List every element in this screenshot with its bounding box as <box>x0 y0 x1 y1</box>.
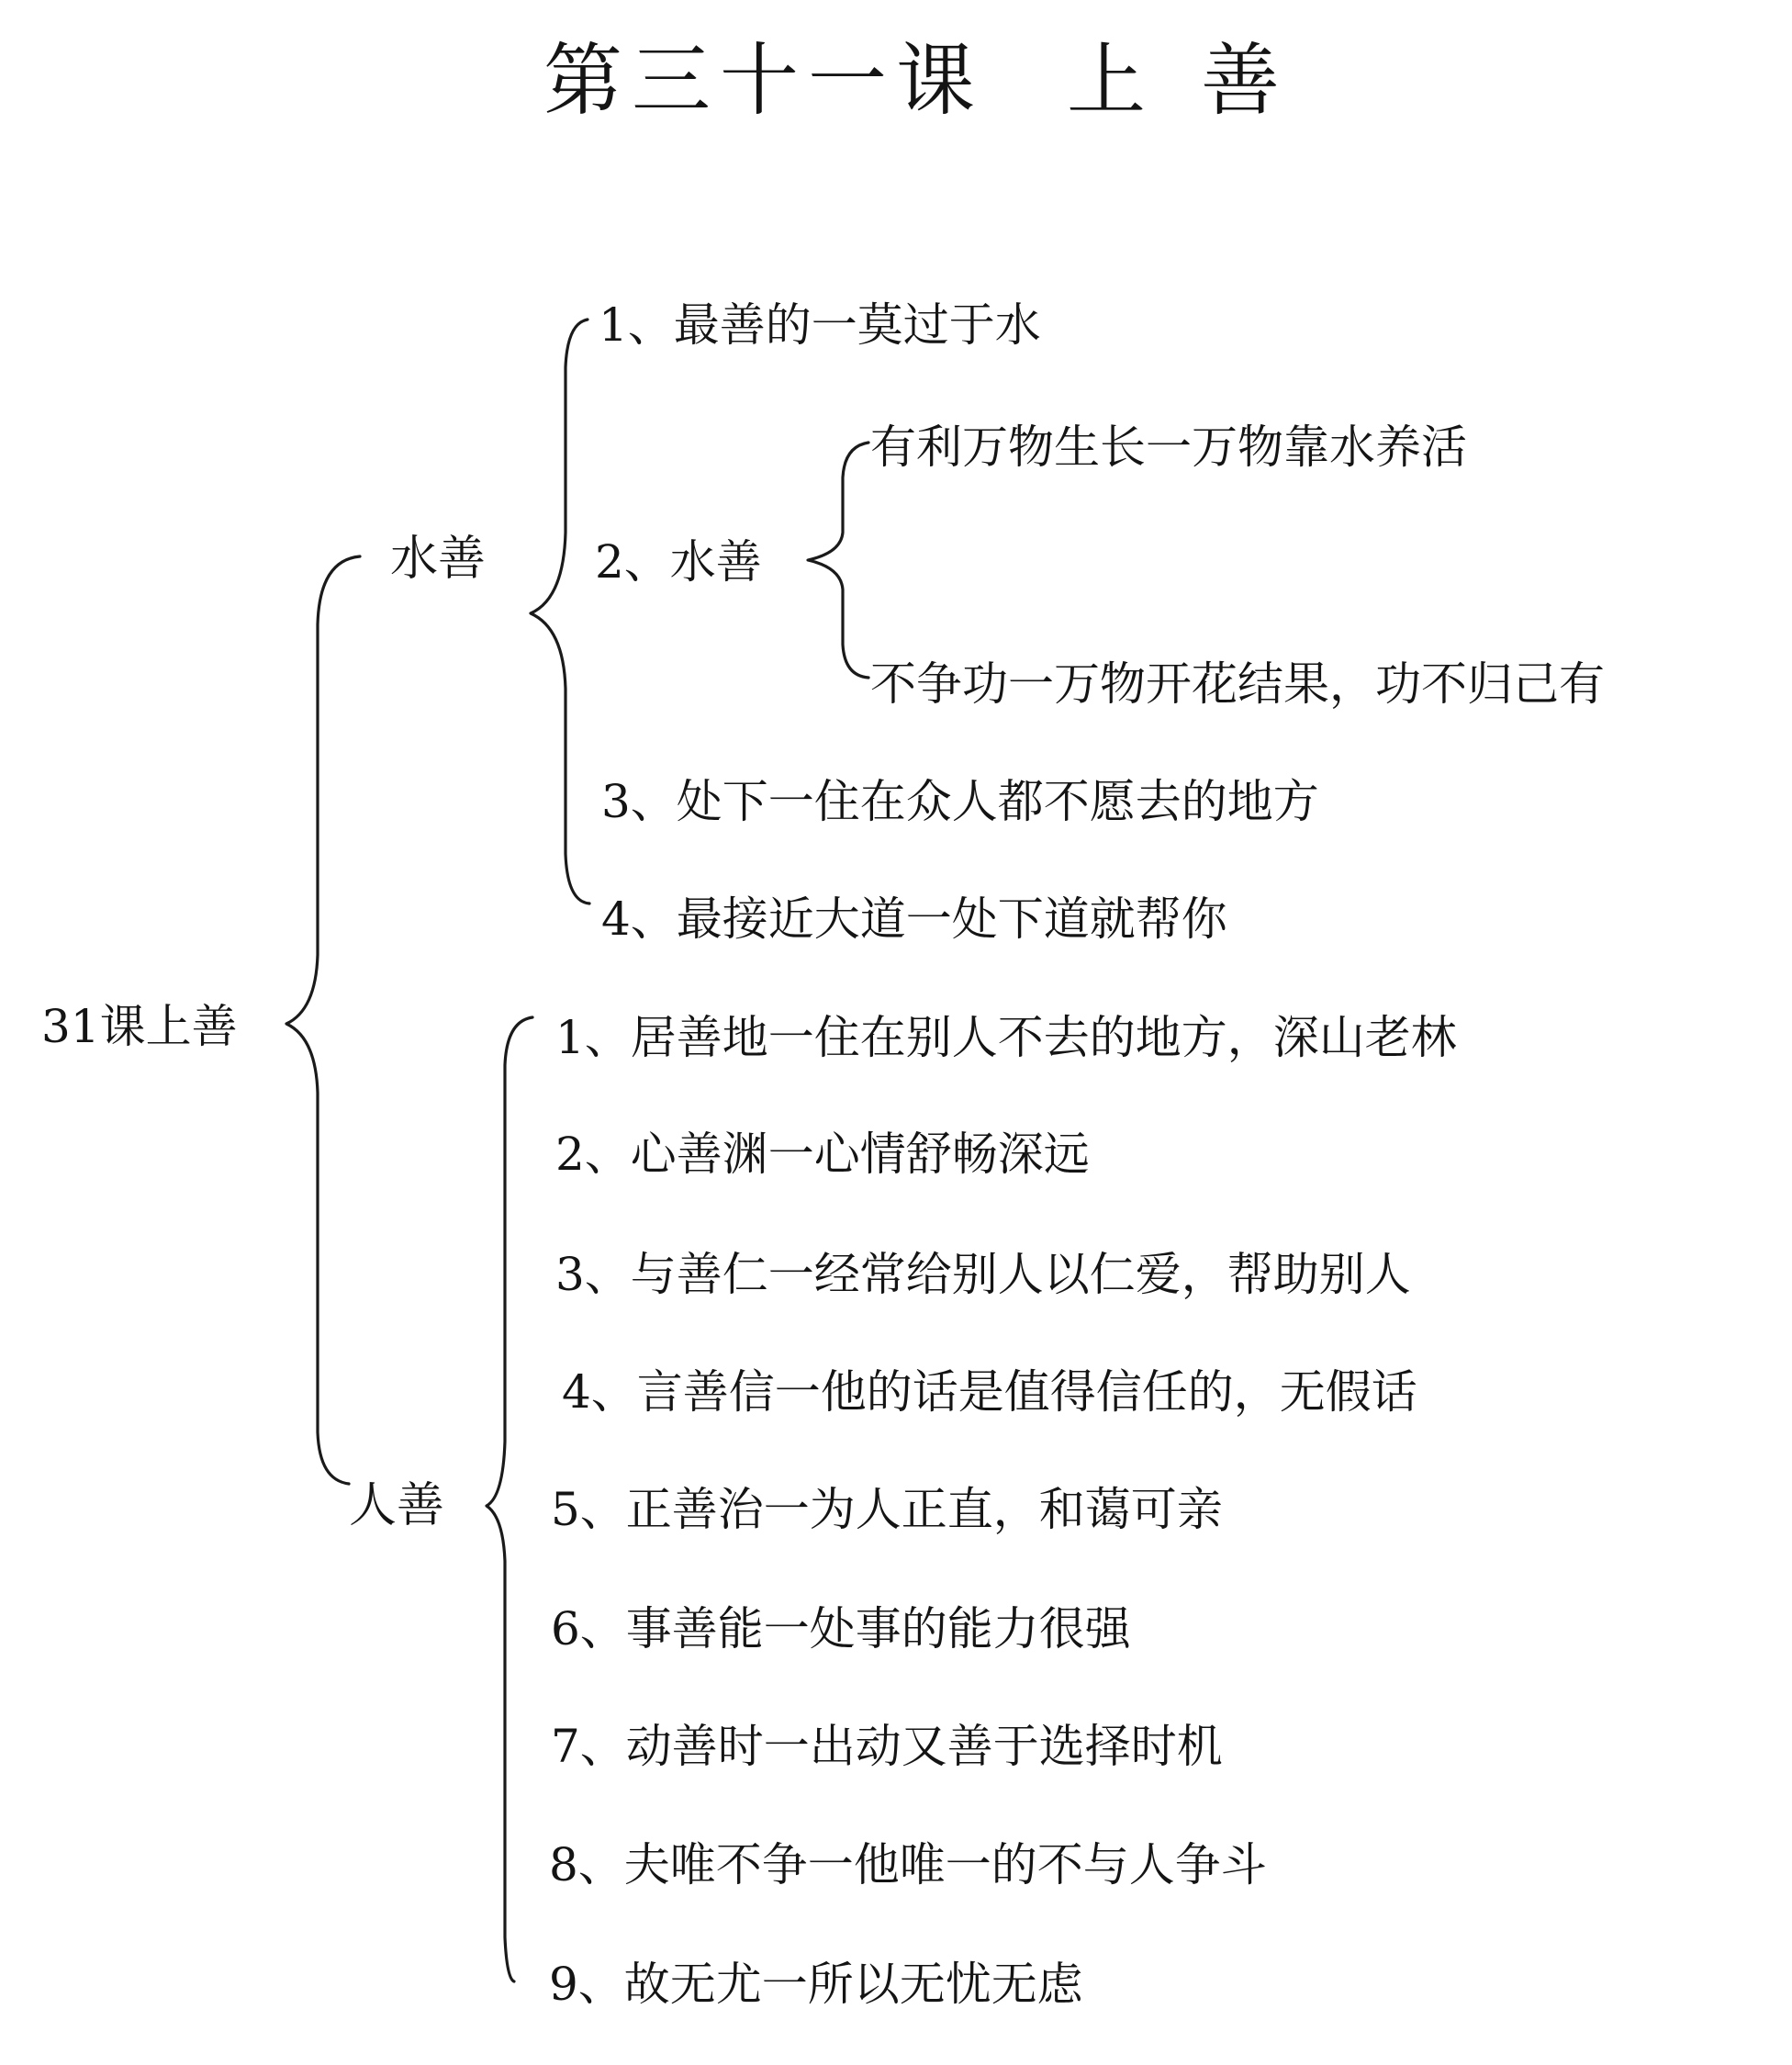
people-item-9: 9、故无尤一所以无忧无虑 <box>549 1958 1083 2011</box>
people-item-7: 7、动善时一出动又善于选择时机 <box>551 1720 1223 1773</box>
water-item-1: 1、最善的一莫过于水 <box>599 298 1041 352</box>
people-item-3: 3、与善仁一经常给别人以仁爱，帮助别人 <box>555 1248 1411 1301</box>
people-item-2: 2、心善渊一心情舒畅深远 <box>555 1128 1090 1181</box>
people-item-5: 5、正善治一为人正直，和蔼可亲 <box>551 1483 1223 1536</box>
root-brace <box>286 556 360 1484</box>
branch-people-label: 人善 <box>349 1478 445 1533</box>
water-item-4: 4、最接近大道一处下道就帮你 <box>601 892 1227 946</box>
title-lesson: 第三十一课 <box>543 35 984 127</box>
people-brace <box>487 1017 532 1981</box>
title-topic: 上善 <box>1067 35 1335 127</box>
water-brace <box>531 320 589 903</box>
water-item-3: 3、处下一住在众人都不愿去的地方 <box>601 775 1319 828</box>
root-node: 31课上善 <box>41 1000 238 1053</box>
people-item-1: 1、居善地一住在别人不去的地方，深山老林 <box>555 1011 1457 1064</box>
water-item-2: 2、水善 <box>595 535 762 589</box>
people-item-4: 4、言善信一他的话是值得信任的，无假话 <box>562 1365 1417 1419</box>
people-item-8: 8、夫唯不争一他唯一的不与人争斗 <box>549 1838 1267 1891</box>
branch-water-label: 水善 <box>390 532 487 587</box>
water-sub-item-2: 不争功一万物开花结果，功不归己有 <box>870 657 1605 711</box>
water-sub-brace <box>808 443 868 678</box>
people-item-6: 6、事善能一处事的能力很强 <box>551 1602 1131 1655</box>
water-sub-item-1: 有利万物生长一万物靠水养活 <box>870 421 1467 474</box>
